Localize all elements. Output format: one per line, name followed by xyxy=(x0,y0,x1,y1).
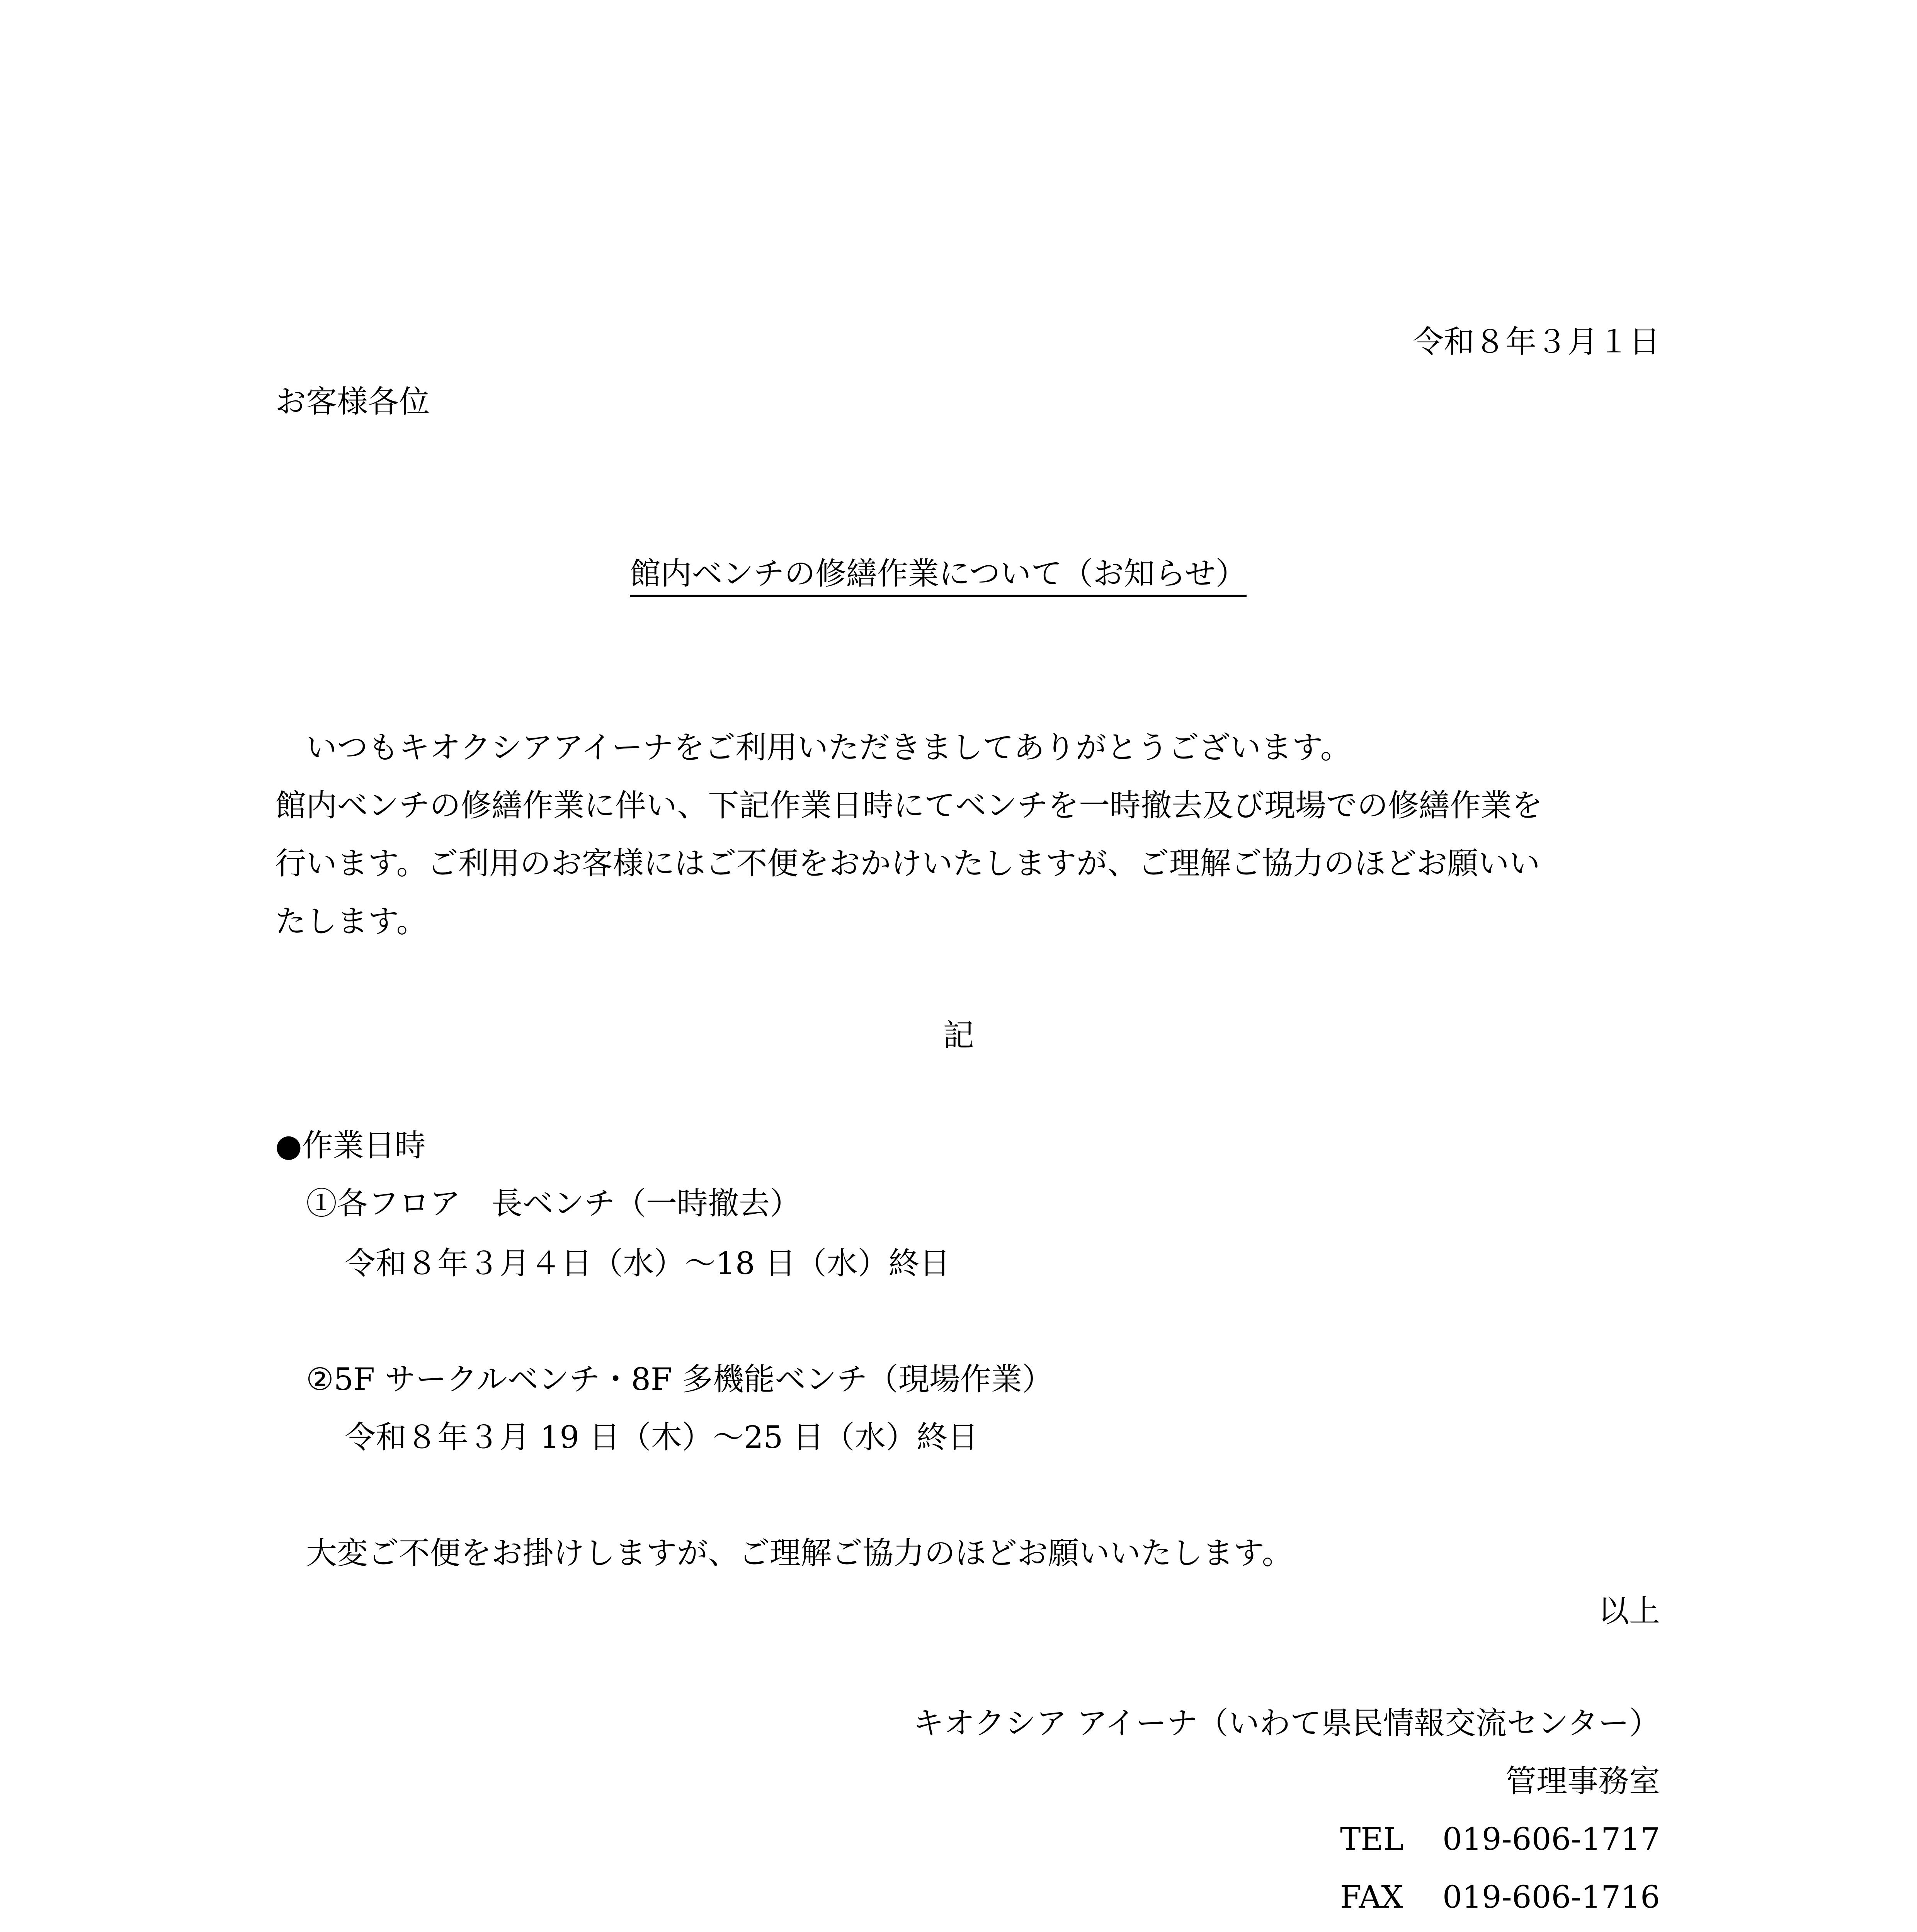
recipient: お客様各位 xyxy=(275,384,430,420)
signature-fax-row xyxy=(1340,1879,1660,1915)
issue-date: 令和８年３月１日 xyxy=(1413,324,1660,360)
signature-tel-row xyxy=(1340,1821,1660,1857)
schedule-item-2-period: 令和８年３月 19 日（木）～25 日（水）終日 xyxy=(345,1419,978,1455)
ijou-end-mark: 以上 xyxy=(1598,1593,1660,1629)
ki-heading: 記 xyxy=(943,1017,974,1053)
fax-number: 019-606-1716 xyxy=(1442,1879,1660,1915)
schedule-item-2-label: ②5F サークルベンチ・8F 多機能ベンチ（現場作業） xyxy=(306,1361,1053,1397)
tel-number: 019-606-1717 xyxy=(1442,1821,1660,1857)
signature-organization: キオクシア アイーナ（いわて県民情報交流センター） xyxy=(913,1705,1660,1741)
notice-title: 館内ベンチの修繕作業について（お知らせ） xyxy=(630,558,1247,597)
schedule-heading: ●作業日時 xyxy=(275,1128,426,1163)
schedule-item-1-period: 令和８年３月４日（水）～18 日（水）終日 xyxy=(345,1245,951,1281)
body-line-4: たします。 xyxy=(275,903,427,939)
schedule-item-1-label: ①各フロア 長ベンチ（一時撤去） xyxy=(306,1185,801,1221)
body-line-2: 館内ベンチの修繕作業に伴い、下記作業日時にてベンチを一時撤去及び現場での修繕作業を xyxy=(275,787,1543,823)
signature-department: 管理事務室 xyxy=(1505,1763,1660,1799)
tel-label: TEL xyxy=(1340,1821,1404,1857)
body-line-1: いつもキオクシアアイーナをご利用いただきましてありがとうございます。 xyxy=(306,730,1351,765)
fax-label: FAX xyxy=(1340,1879,1403,1915)
closing-sentence: 大変ご不便をお掛けしますが、ご理解ご協力のほどお願いいたします。 xyxy=(306,1535,1293,1571)
body-line-3: 行います。ご利用のお客様にはご不便をおかけいたしますが、ご理解ご協力のほどお願いい xyxy=(275,845,1540,881)
